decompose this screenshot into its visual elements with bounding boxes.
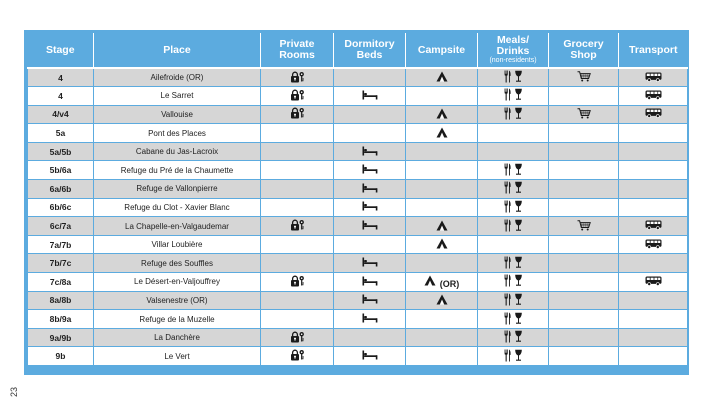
meals-cell [478,198,549,217]
stage-cell: 7b/7c [28,254,94,273]
place-cell: Le Vert [94,347,261,366]
meals-cell [478,87,549,106]
place-cell: Refuge des Souffles [94,254,261,273]
campsite-cell [406,291,478,310]
header-meals-line2: Drinks [496,45,530,57]
grocery-cell [549,310,619,329]
grocery-cell [549,161,619,180]
bus-icon [645,108,662,118]
campsite-cell [406,142,478,161]
fork-knife-glass-icon [504,293,523,306]
private-rooms-cell [261,142,334,161]
place-cell: Refuge du Clot - Xavier Blanc [94,198,261,217]
dormitory-beds-cell [334,347,406,366]
header-meals-note: (non-residents) [489,57,537,64]
page-number: 23 [9,386,20,398]
stage-cell: 7c/8a [28,273,94,292]
meals-cell [478,254,549,273]
campsite-note: (OR) [439,278,460,289]
place-cell: Refuge de Vallonpierre [94,180,261,199]
stage-cell: 4/v4 [28,105,94,124]
fork-knife-glass-icon [504,88,523,101]
place-cell: Ailefroide (OR) [94,68,261,87]
fork-knife-glass-icon [504,181,523,194]
fork-knife-glass-icon [504,274,523,287]
transport-cell [619,328,688,347]
place-cell: Cabane du Jas-Lacroix [94,142,261,161]
place-cell: Le Désert-en-Valjouffrey [94,273,261,292]
stage-cell: 6c/7a [28,217,94,236]
table-row [28,235,688,254]
transport-cell [619,124,688,143]
table-row [28,310,688,329]
campsite-cell [406,235,478,254]
header-grocery-line2: Shop [570,49,597,61]
tent-icon [424,275,436,286]
private-rooms-cell [261,161,334,180]
meals-cell [478,328,549,347]
private-rooms-cell [261,328,334,347]
header-meals [478,33,549,68]
bed-icon [362,164,378,174]
private-rooms-cell [261,124,334,143]
private-rooms-cell [261,87,334,106]
transport-cell [619,347,688,366]
table-row [28,68,688,87]
grocery-cell [549,217,619,236]
dormitory-beds-cell [334,217,406,236]
table-row [28,291,688,310]
transport-cell [619,105,688,124]
header-transport: Transport [619,33,688,68]
dormitory-beds-cell [334,161,406,180]
campsite-cell [406,328,478,347]
bed-icon [362,146,378,156]
grocery-cell [549,198,619,217]
shopping-cart-icon [577,220,591,231]
meals-cell [478,217,549,236]
private-rooms-cell [261,235,334,254]
stage-cell: 4 [28,87,94,106]
fork-knife-glass-icon [504,330,523,343]
table-row [28,198,688,217]
bed-icon [362,201,378,211]
transport-cell [619,142,688,161]
header-private-line2: Rooms [279,49,315,61]
table-row [28,124,688,143]
campsite-cell [406,161,478,180]
bed-icon [362,276,378,286]
dormitory-beds-cell [334,124,406,143]
private-rooms-cell [261,105,334,124]
grocery-cell [549,254,619,273]
bus-icon [645,276,662,286]
meals-cell [478,142,549,161]
place-cell: Refuge de la Muzelle [94,310,261,329]
table-body [28,68,688,366]
facilities-table [27,33,688,366]
stage-cell: 6a/6b [28,180,94,199]
stage-cell: 5a/5b [28,142,94,161]
tent-icon [436,220,448,231]
table-row [28,328,688,347]
place-cell: Pont des Places [94,124,261,143]
fork-knife-glass-icon [504,349,523,362]
transport-cell [619,273,688,292]
table-row [28,105,688,124]
padlock-key-icon [290,71,305,83]
campsite-cell [406,217,478,236]
stage-cell: 8b/9a [28,310,94,329]
padlock-key-icon [290,349,305,361]
bed-icon [362,257,378,267]
campsite-cell [406,273,478,292]
header-dormitory-beds [334,33,406,68]
header-grocery-shop [549,33,619,68]
header-place: Place [94,33,261,68]
stage-cell: 9a/9b [28,328,94,347]
table-row [28,273,688,292]
header-private-rooms [261,33,334,68]
fork-knife-glass-icon [504,163,523,176]
private-rooms-cell [261,198,334,217]
fork-knife-glass-icon [504,256,523,269]
header-row [28,33,688,68]
private-rooms-cell [261,217,334,236]
place-cell: Le Sarret [94,87,261,106]
header-grocery-line1: Grocery [563,38,604,50]
transport-cell [619,68,688,87]
dormitory-beds-cell [334,291,406,310]
table-row [28,142,688,161]
bus-icon [645,220,662,230]
private-rooms-cell [261,273,334,292]
padlock-key-icon [290,89,305,101]
bus-icon [645,239,662,249]
header-campsite: Campsite [406,33,478,68]
meals-cell [478,180,549,199]
table-row [28,254,688,273]
place-cell: Refuge du Pré de la Chaumette [94,161,261,180]
grocery-cell [549,291,619,310]
header-dormitory-line1: Dormitory [344,38,395,50]
bed-icon [362,183,378,193]
place-cell: La Chapelle-en-Valgaudemar [94,217,261,236]
transport-cell [619,291,688,310]
fork-knife-glass-icon [504,219,523,232]
transport-cell [619,198,688,217]
transport-cell [619,235,688,254]
dormitory-beds-cell [334,273,406,292]
meals-cell [478,105,549,124]
fork-knife-glass-icon [504,200,523,213]
table-row [28,180,688,199]
meals-cell [478,124,549,143]
meals-cell [478,310,549,329]
bed-icon [362,350,378,360]
fork-knife-glass-icon [504,70,523,83]
meals-cell [478,273,549,292]
dormitory-beds-cell [334,310,406,329]
private-rooms-cell [261,254,334,273]
header-dormitory-line2: Beds [356,49,383,61]
grocery-cell [549,87,619,106]
table-row [28,217,688,236]
transport-cell [619,310,688,329]
meals-cell [478,161,549,180]
campsite-cell [406,198,478,217]
grocery-cell [549,105,619,124]
padlock-key-icon [290,331,305,343]
table-row [28,347,688,366]
private-rooms-cell [261,180,334,199]
campsite-cell [406,87,478,106]
transport-cell [619,217,688,236]
table-row [28,161,688,180]
private-rooms-cell [261,68,334,87]
campsite-cell [406,180,478,199]
stage-cell: 5a [28,124,94,143]
place-cell: Valsenestre (OR) [94,291,261,310]
place-cell: La Danchère [94,328,261,347]
fork-knife-glass-icon [504,312,523,325]
stage-cell: 6b/6c [28,198,94,217]
grocery-cell [549,180,619,199]
bus-icon [645,90,662,100]
tent-icon [436,71,448,82]
meals-cell [478,291,549,310]
stage-cell: 5b/6a [28,161,94,180]
grocery-cell [549,328,619,347]
bed-icon [362,220,378,230]
bed-icon [362,313,378,323]
dormitory-beds-cell [334,180,406,199]
dormitory-beds-cell [334,198,406,217]
tent-icon [436,294,448,305]
stage-cell: 8a/8b [28,291,94,310]
dormitory-beds-cell [334,235,406,254]
stage-cell: 7a/7b [28,235,94,254]
tent-icon [436,108,448,119]
tent-icon [436,127,448,138]
meals-cell [478,235,549,254]
grocery-cell [549,273,619,292]
stage-cell: 9b [28,347,94,366]
bus-icon [645,72,662,82]
transport-cell [619,180,688,199]
place-cell: Villar Loubière [94,235,261,254]
padlock-key-icon [290,219,305,231]
private-rooms-cell [261,310,334,329]
grocery-cell [549,235,619,254]
shopping-cart-icon [577,71,591,82]
dormitory-beds-cell [334,328,406,347]
dormitory-beds-cell [334,87,406,106]
campsite-cell [406,68,478,87]
bed-icon [362,90,378,100]
grocery-cell [549,347,619,366]
dormitory-beds-cell [334,68,406,87]
dormitory-beds-cell [334,105,406,124]
header-meals-line1: Meals/ [496,34,530,46]
grocery-cell [549,142,619,161]
tent-icon [436,238,448,249]
grocery-cell [549,68,619,87]
transport-cell [619,87,688,106]
header-stage: Stage [28,33,94,68]
private-rooms-cell [261,347,334,366]
place-cell: Vallouise [94,105,261,124]
campsite-cell [406,347,478,366]
header-private-line1: Private [279,38,315,50]
fork-knife-glass-icon [504,107,523,120]
campsite-cell [406,124,478,143]
meals-cell [478,68,549,87]
campsite-cell [406,105,478,124]
table-row [28,87,688,106]
campsite-cell [406,310,478,329]
dormitory-beds-cell [334,142,406,161]
bed-icon [362,294,378,304]
padlock-key-icon [290,275,305,287]
padlock-key-icon [290,107,305,119]
transport-cell [619,161,688,180]
campsite-cell [406,254,478,273]
dormitory-beds-cell [334,254,406,273]
shopping-cart-icon [577,108,591,119]
meals-cell [478,347,549,366]
transport-cell [619,254,688,273]
stage-cell: 4 [28,68,94,87]
grocery-cell [549,124,619,143]
private-rooms-cell [261,291,334,310]
